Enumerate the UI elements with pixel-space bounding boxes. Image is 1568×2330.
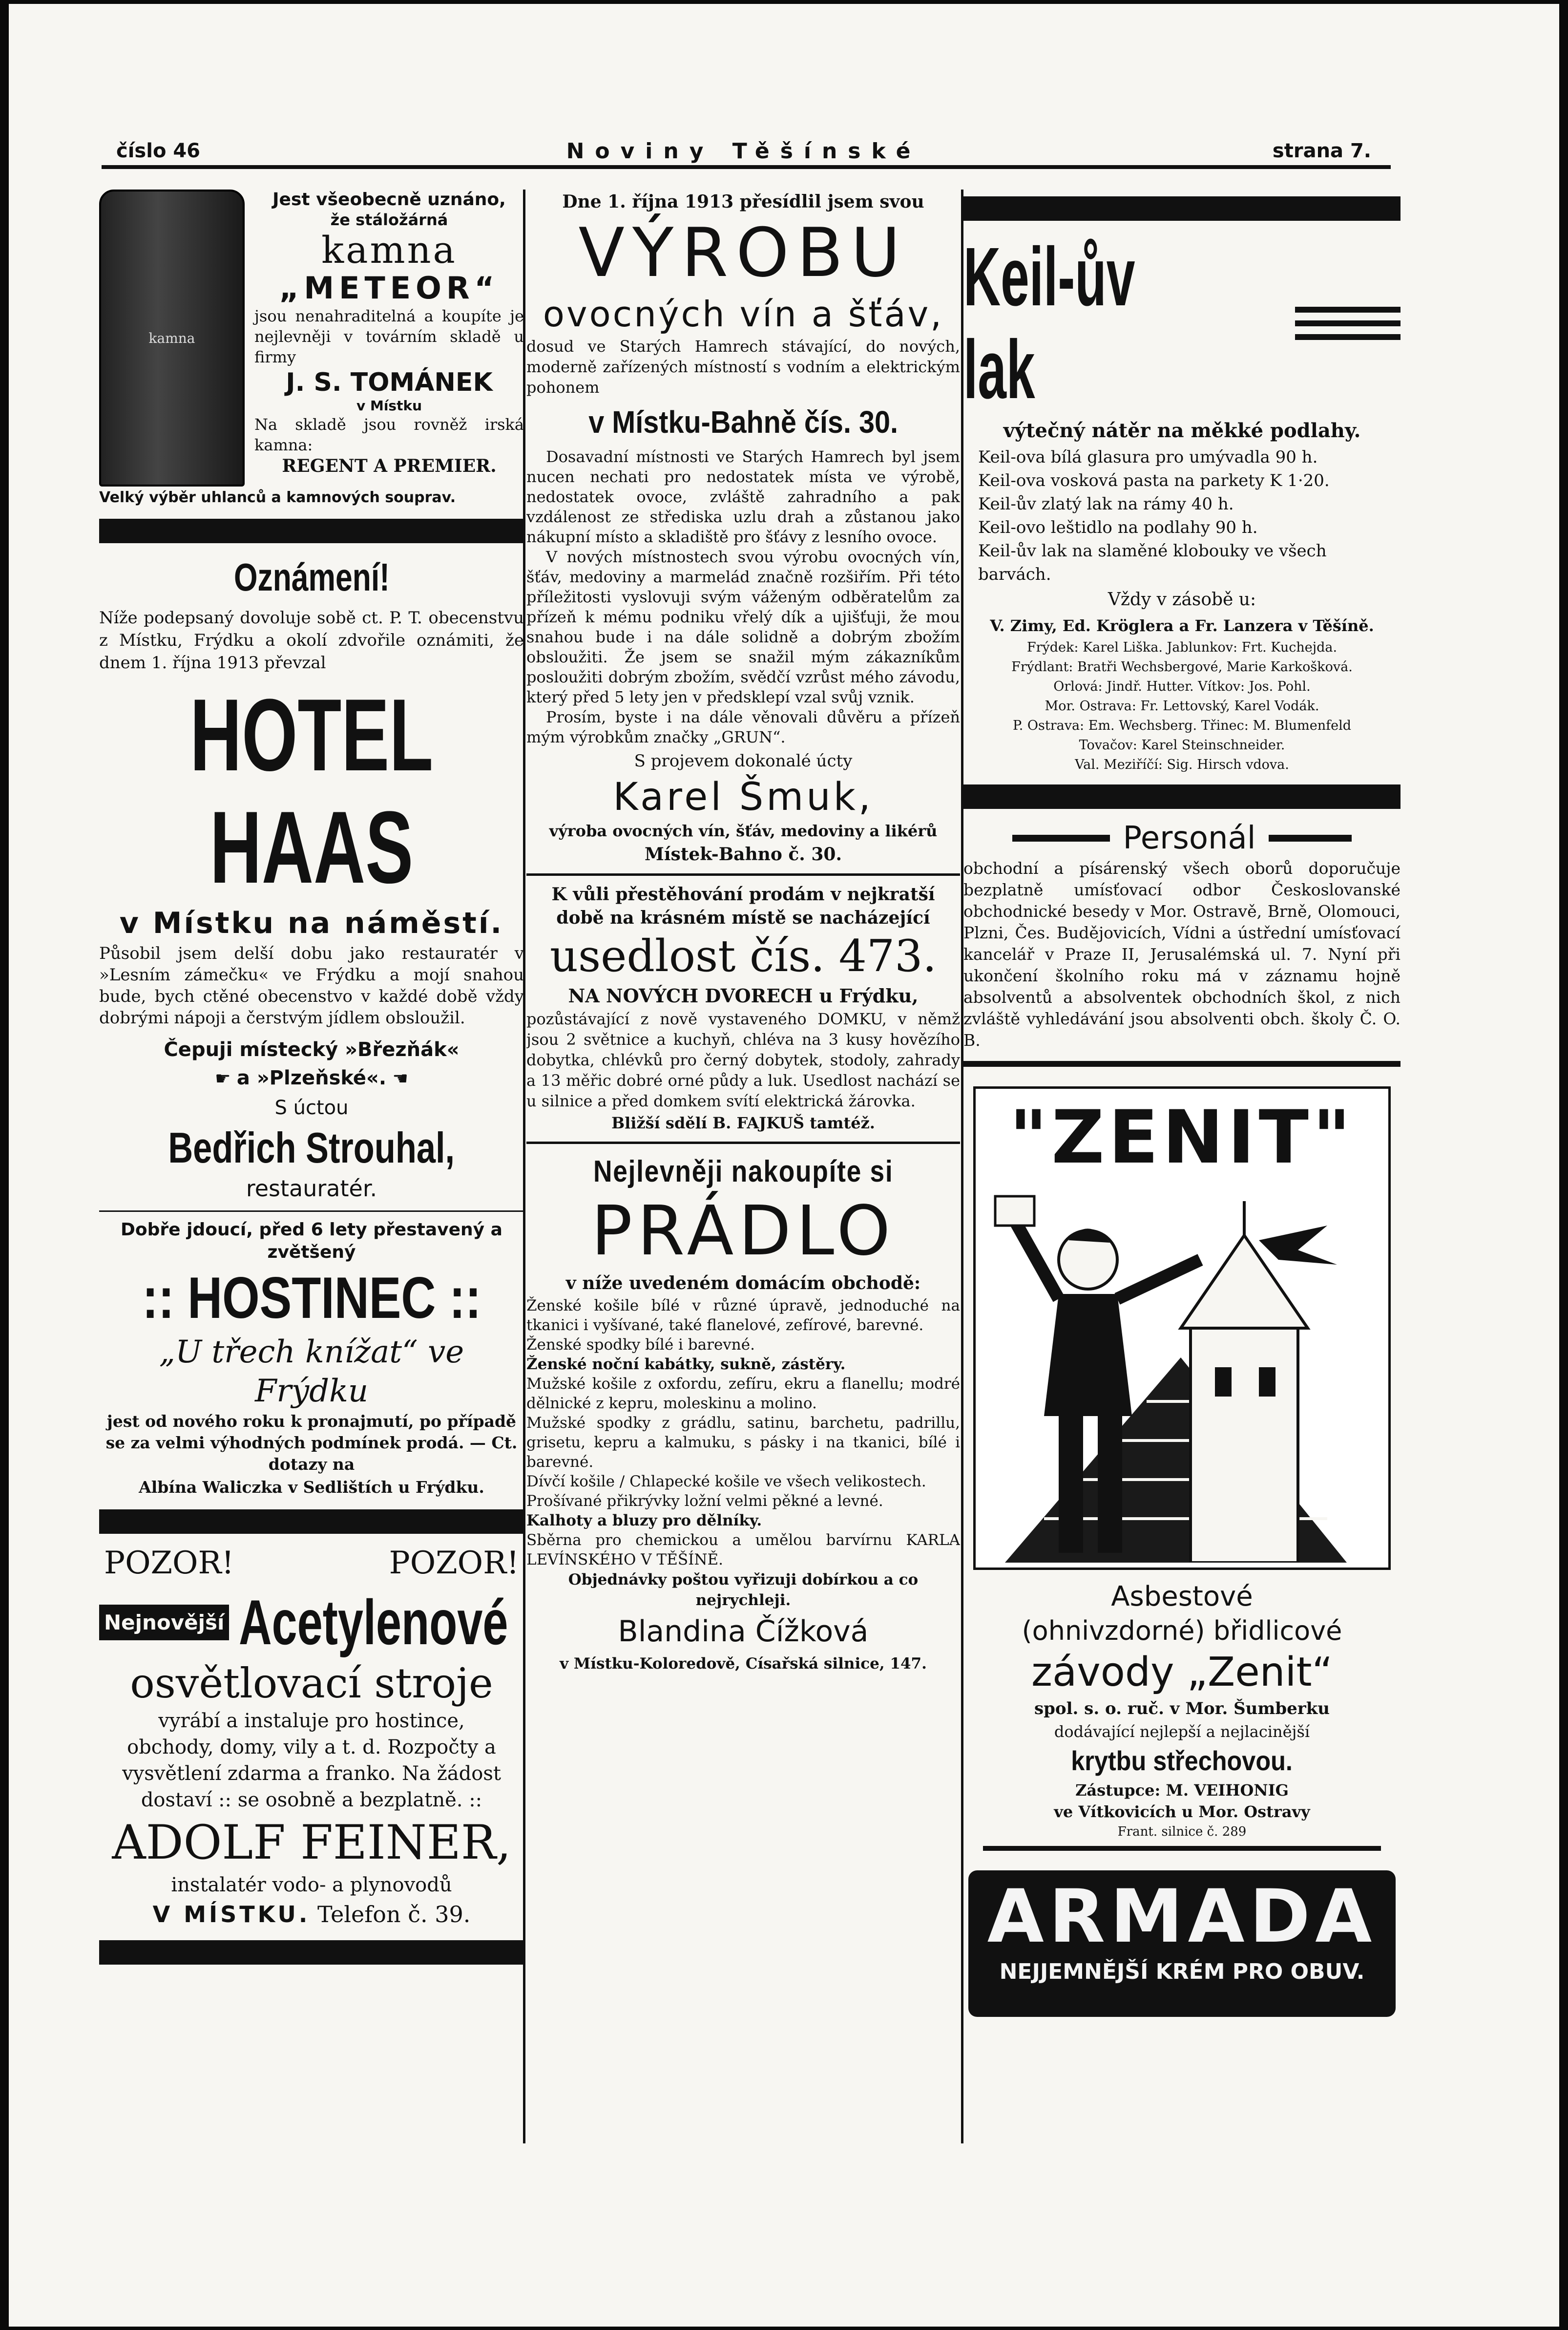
vyroba-regards: S projevem dokonalé úcty [634,751,853,771]
zenit-line-9: Frant. silnice č. 289 [1117,1824,1247,1839]
hotel-intro: Níže podepsaný dovoluje sobě ct. P. T. obecenstvu z Místku, Frýdku a okolí zdvořile oznámiti, že dnem 1. října 1913 převzal [99,608,524,673]
zenit-line-1: Asbestové [1111,1581,1253,1612]
armada-ad [968,1870,1396,2017]
hostinec-body: jest od nového roku k pronajmutí, po případě se za velmi výhodných podmínek prodá. — Ct. dotazy na [105,1412,518,1474]
keil-ad [963,231,1401,775]
meteor-firm: J. S. TOMÁNEK [286,368,493,397]
keil-row: Keil-ova bílá glasura pro umývadla 90 h. [978,447,1318,467]
pradlo-line-2: v níže uvedeném domácím obchodě: [565,1273,921,1293]
keil-city: Val. Meziříčí: Sig. Hirsch vdova. [1075,757,1289,772]
hotel-haas-ad [99,553,524,1204]
usedlost-where: NA NOVÝCH DVORECH u Frýdku, [568,985,919,1007]
keil-title-rules [1295,299,1401,348]
hostinec-ad [99,1219,524,1500]
hotel-heading: Oznámení! [233,555,390,599]
hotel-signature: Bedřich Strouhal, [168,1123,455,1172]
acetylen-trade: instalatér vodo- a plynovodů [171,1874,452,1896]
issue-number: číslo 46 [116,140,201,162]
pradlo-line-1: Nejlevněji nakoupíte si [593,1155,894,1188]
section-bar [963,784,1401,809]
pradlo-item: Mužské spodky z grádlu, satinu, barchetu, padrillu, grisetu, kepru a kalmuku, s pásky i na tkanici, bílé i barevné. [526,1414,960,1471]
vyroba-body-2: V nových místnostech svou výrobu ovocných vín, šťáv, medoviny a marmelád značně rozšiřím. Při této příležitosti vyslovuji svým váženým odběratelům za přízeň k mému podniku vřelý dík a ujišťuji, že mou snahou bude i na dále solidně a dobrým zbožím obsloužiti. Že jsem se snažil mým zákazníkům posloužiti dobrým zbožím, svědčí vzrůst mého závodu, který před 5 lety jen v předsklepí vzal svůj vznik. [526,548,960,706]
pradlo-name: Blandina Čížková [618,1614,869,1649]
divider [526,1142,960,1144]
keil-row: Keil-ova vosková pasta na parkety K 1·20. [978,471,1330,490]
vyroba-ad [526,190,960,867]
vyroba-sub: ovocných vín a šťáv, [543,294,944,335]
zenit-line-4: spol. s. o. ruč. v Mor. Šumberku [1034,1699,1330,1718]
personal-ad [963,819,1401,1051]
pradlo-addr: v Místku-Koloredově, Císařská silnice, 147. [560,1655,927,1673]
keil-row: Keil-ovo leštidlo na podlahy 90 h. [978,518,1258,537]
pozor-left: POZOR! [104,1545,234,1581]
acetylen-ad [99,1544,524,1930]
hotel-name: HOTEL HAAS [189,678,434,905]
vyroba-body-1: Dosavadní místnosti ve Starých Hamrech byl jsem nucen nechati pro nedostatek místa ve výrobě, nedostatek ovoce, zvláště zahradního a pak vzdálenost ze střediska uzlu drah a zůstanou jako nákupní místo a skladiště pro šťávy z lesního ovoce. [526,447,960,546]
divider [963,1061,1401,1067]
hostinec-where: „U třech knížat“ ve Frýdku [159,1334,464,1409]
keil-row: Keil-ův zlatý lak na rámy 40 h. [978,494,1234,514]
usedlost-intro: K vůli přestěhování prodám v nejkratší době na krásném místě se nacházející [551,884,935,928]
keil-city: Mor. Ostrava: Fr. Lettovský, Karel Vodák. [1045,699,1319,714]
pradlo-item: Objednávky poštou vyřizuji dobírkou a co nejrychleji. [568,1571,919,1609]
zenit-brand: "ZENIT" [1009,1095,1355,1180]
usedlost-body: pozůstávající z nově vystaveného DOMKU, v němž jsou 2 světnice a kuchyň, chléva na 3 kusy hovězího dobytka, chlévků pro černý dobytek, stodoly, zahrady a 13 měřic dobré orné půdy a luk. Usedlost nachází se u silnice a před domkem svítí elektrická žárovka. [526,1010,960,1110]
vyroba-big: VÝROBU [578,213,908,292]
hotel-beer-2: ☛ a »Plzeňské«. ☚ [215,1067,408,1089]
vyroba-body-3: Prosím, byste i na dále věnovali důvěru a přízeň mým výrobkům značky „GRUN“. [526,708,960,746]
zenit-line-8: ve Vítkovicích u Mor. Ostravy [1054,1802,1310,1821]
hostinec-name: :: HOSTINEC :: [142,1265,481,1331]
pradlo-item: Sběrna pro chemickou a umělou barvírnu KARLA LEVÍNSKÉHO V TĚŠÍNĚ. [526,1531,960,1568]
keil-title: Keil-ův lak [963,231,1135,416]
section-bar [963,196,1401,221]
zenit-line-2: (ohnivzdorné) břidlicové [1022,1615,1342,1646]
divider [99,1210,524,1212]
vyroba-place: v Místku-Bahně čís. 30. [588,404,898,440]
section-bar [99,1940,524,1965]
usedlost-contact: Bližší sdělí B. FAJKUŠ tamtéž. [611,1114,875,1132]
keil-city: P. Ostrava: Em. Wechsberg. Třinec: M. Blumenfeld [1013,718,1351,733]
meteor-city: v Místku [356,398,422,414]
hotel-role: restauratér. [246,1175,377,1202]
newspaper-page [9,4,1559,2327]
acetylen-subtitle: osvětlovací stroje [130,1659,493,1707]
acetylen-title: Acetylenové [239,1587,508,1658]
usedlost-ad [526,883,960,1135]
section-bar [99,1509,524,1534]
acetylen-name: ADOLF FEINER, [112,1815,511,1870]
hostinec-contact: Albína Waliczka v Sedlištích u Frýdku. [139,1478,484,1497]
divider [983,1846,1381,1851]
column-3 [963,190,1401,2217]
vyroba-trade: výroba ovocných vín, šťáv, medoviny a likérů [549,822,938,840]
zenit-illustration [973,1086,1391,1570]
personal-body: obchodní a písárenský všech oborů doporučuje bezplatně umísťovací odbor Českoslovanské obchodnické besedy v Mor. Ostravě, Brně, Olomouci, Plzni, Čes. Budějovicích, Vídni a ústřední umísťovací kancelář v Praze II, Jerusalémská ul. 7. Nyní při ukončení školního roku má v záznamu hojně absolventů a absolventek obchodních škol, z nich zvláště vyhledávání jsou absolventi obch. školy Č. O. B. [963,859,1401,1050]
vyroba-addr: Místek-Bahno č. 30. [644,844,842,865]
keil-city: Orlová: Jindř. Hutter. Vítkov: Jos. Pohl. [1053,679,1311,694]
header-rule [102,165,1391,169]
newest-badge: Nejnovější [99,1605,229,1640]
acetylen-town-line: V MÍSTKU. Telefon č. 39. [152,1901,471,1928]
meteor-line-2: že stáložárná [330,211,448,229]
zenit-ad [963,1086,1401,1841]
column-2 [526,190,960,2217]
pradlo-item: Kalhoty a bluzy pro dělníky. [526,1512,762,1529]
pradlo-big: PRÁDLO [591,1191,896,1271]
armada-brand: ARMADA [987,1874,1377,1959]
keil-stock: Vždy v zásobě u: [1108,590,1256,610]
pradlo-item: Ženské košile bílé v různé úpravě, jednoduché na tkanici i vyšívané, také flanelové, zefírové, barevné. [526,1297,960,1334]
zenit-line-3: závody „Zenit“ [1031,1649,1333,1695]
keil-row: Keil-ův lak na slaměné klobouky ve všech barvách. [978,541,1327,584]
pozor-right: POZOR! [389,1545,519,1581]
vyroba-name: Karel Šmuk, [613,775,874,819]
page-number: strana 7. [1272,140,1371,162]
meteor-ad [99,190,524,487]
meteor-line-4: Na skladě jsou rovněž irská kamna: [254,415,524,454]
vyroba-line-2: dosud ve Starých Hamrech stávající, do nových, moderně zařízených místností s vodním a elektrickým pohonem [526,337,960,397]
newspaper-title: Noviny Těšínské [566,139,921,164]
divider [526,873,960,876]
meteor-brand: „METEOR“ [279,270,500,306]
hotel-body: Působil jsem delší dobu jako restauratér v »Lesním zámečku« ve Frýdku a mojí snahou bude, bych ctěné obecenstvo v každé době vždy dobrými nápoji a čerstvým jídlem obsloužil. [99,944,524,1028]
zenit-line-6: krytbu střechovou. [1071,1745,1293,1776]
vyroba-line-1: Dne 1. října 1913 přesídlil jsem svou [562,191,924,212]
keil-tagline: výtečný nátěr na měkké podlahy. [1003,419,1361,442]
column-1 [99,190,524,2217]
pradlo-ad [526,1151,960,1675]
hostinec-intro: Dobře jdoucí, před 6 lety přestavený a zvětšený [121,1220,502,1262]
armada-tagline: NEJJEMNĚJŠÍ KRÉM PRO OBUV. [999,1959,1365,1984]
zenit-line-7: Zástupce: M. VEIHONIG [1075,1781,1289,1800]
hotel-beer-1: Čepuji místecký »Březňák« [164,1038,460,1061]
pradlo-item: Prošívané přikrývky ložní velmi pěkné a levné. [526,1492,883,1510]
hotel-greeting: S úctou [274,1097,349,1119]
section-bar [99,519,524,543]
meteor-models: REGENT A PREMIER. [282,456,497,476]
meteor-line-3: jsou nenahraditelná a koupíte je nejlevněji v továrním skladě u firmy [254,307,524,366]
meteor-line-5: Velký výběr uhlanců a kamnových souprav. [99,489,456,506]
acetylen-body: vyrábí a instaluje pro hostince, obchody, domy, vily a t. d. Rozpočty a vysvětlení zdarma a franko. Na žádost dostaví :: se osobně a bezplatně. :: [122,1710,501,1811]
stove-image: kamna [99,190,245,487]
zenit-figure-drawing [985,1182,1357,1563]
keil-city: Frýdek: Karel Liška. Jablunkov: Frt. Kuchejda. [1026,640,1338,655]
meteor-kamna: kamna [321,228,457,272]
keil-city: Frýdlant: Bratři Wechsbergové, Marie Karkošková. [1011,659,1353,675]
keil-dealers: V. Zimy, Ed. Kröglera a Fr. Lanzera v Těšíně. [990,616,1374,635]
pradlo-item: Ženské noční kabátky, sukně, zástěry. [526,1356,846,1373]
hotel-place: v Místku na náměstí. [119,906,504,940]
pradlo-item: Ženské spodky bílé i barevné. [526,1336,755,1354]
page-header [116,135,1371,164]
usedlost-title: usedlost čís. 473. [550,931,937,982]
pradlo-item: Mužské košile z oxfordu, zefíru, ekru a flanellu; modré dělnické z kepru, moleskinu a molino. [526,1375,960,1412]
pradlo-item: Dívčí košile / Chlapecké košile ve všech velikostech. [526,1473,926,1490]
personal-title: Personál [1123,820,1256,856]
keil-city: Tovačov: Karel Steinschneider. [1079,738,1285,753]
meteor-line-1: Jest všeobecně uznáno, [272,190,506,210]
zenit-line-5: dodávající nejlepší a nejlacinější [1054,1722,1310,1741]
